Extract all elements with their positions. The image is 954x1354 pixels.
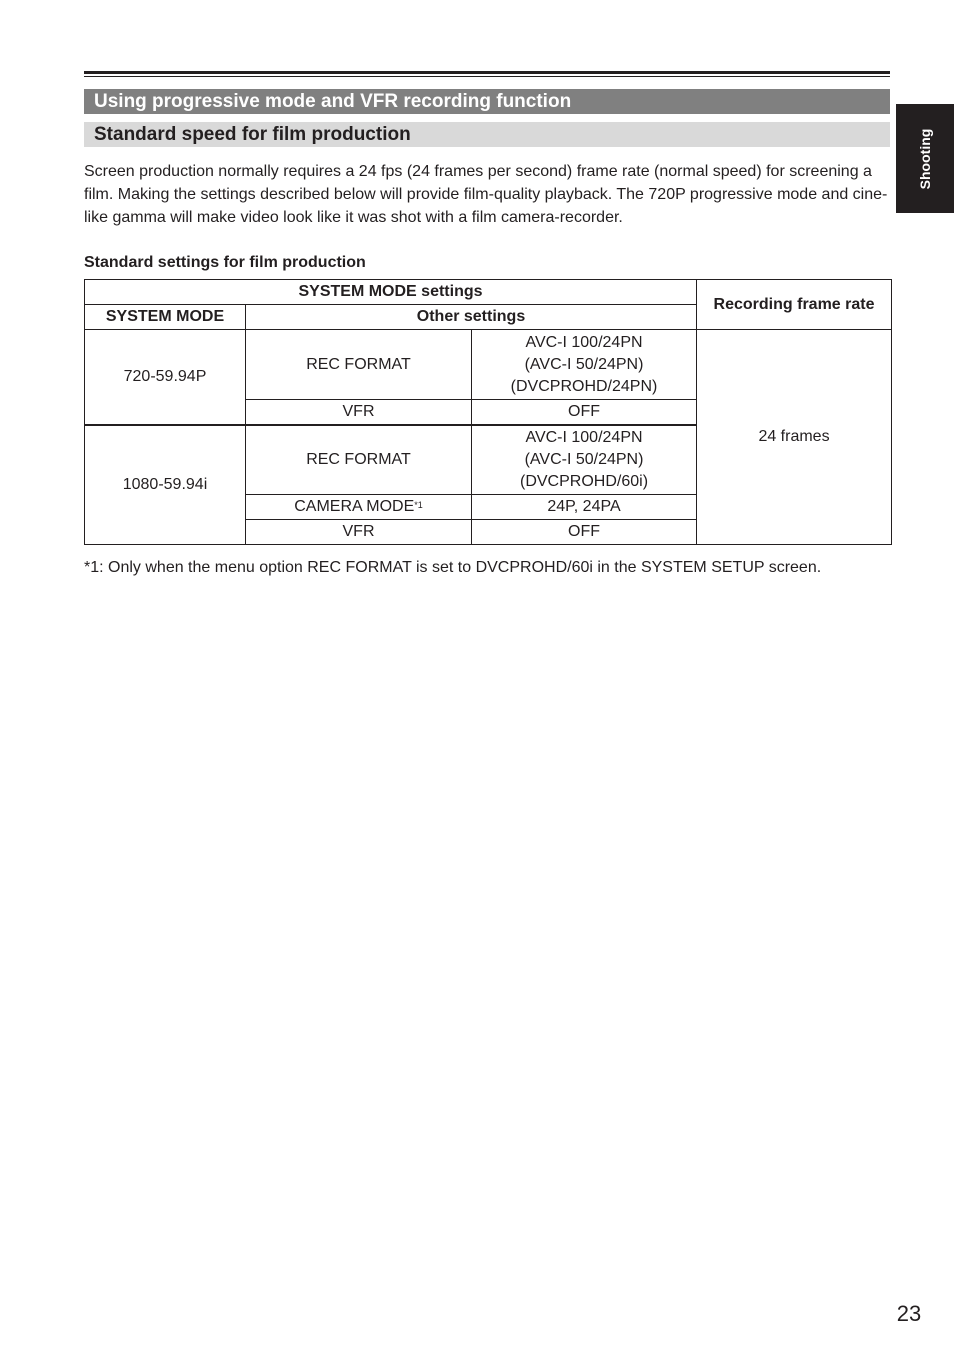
setting-value-cell: 24P, 24PA bbox=[472, 495, 697, 520]
value-line: (DVCPROHD/60i) bbox=[520, 472, 649, 490]
value-line: (DVCPROHD/24PN) bbox=[510, 377, 658, 395]
header-recording-frame-rate: Recording frame rate bbox=[697, 280, 892, 330]
value-line: (AVC-I 50/24PN) bbox=[524, 450, 644, 468]
settings-table bbox=[84, 279, 892, 545]
setting-label-cell: VFR bbox=[246, 400, 472, 425]
value-line: (AVC-I 50/24PN) bbox=[524, 355, 644, 373]
page-number: 23 bbox=[896, 1301, 922, 1326]
setting-label-cell: REC FORMAT bbox=[246, 425, 472, 495]
system-mode-cell: 1080-59.94i bbox=[85, 425, 246, 545]
value-line: AVC-I 100/24PN bbox=[525, 428, 643, 446]
setting-value-cell: OFF bbox=[472, 400, 697, 425]
setting-value-cell bbox=[472, 425, 697, 495]
value-line: AVC-I 100/24PN bbox=[525, 333, 643, 351]
top-rule bbox=[84, 71, 890, 74]
header-system-mode: SYSTEM MODE bbox=[85, 305, 246, 330]
camera-mode-label: CAMERA MODE bbox=[294, 498, 415, 515]
chapter-side-tab-label: Shooting bbox=[917, 128, 933, 190]
table-row bbox=[85, 330, 892, 400]
chapter-side-tab bbox=[896, 104, 954, 213]
top-rule-thin bbox=[84, 76, 890, 77]
footnote: *1: Only when the menu option REC FORMAT is set to DVCPROHD/60i in the SYSTEM SETUP screen. bbox=[84, 559, 822, 576]
setting-label-cell bbox=[246, 495, 472, 520]
setting-label-cell: VFR bbox=[246, 520, 472, 545]
footnote-marker: *1 bbox=[414, 500, 423, 510]
setting-value-cell: OFF bbox=[472, 520, 697, 545]
header-other-settings: Other settings bbox=[246, 305, 697, 330]
subsection-title: Standard speed for film production bbox=[84, 122, 890, 147]
setting-value-cell bbox=[472, 330, 697, 400]
setting-label-cell: REC FORMAT bbox=[246, 330, 472, 400]
intro-paragraph: Screen production normally requires a 24 fps (24 frames per second) frame rate (normal speed) for screening a film. Making the settings described below will provide film-quality playback. The 720P progressive mode and cine-like gamma will make video look like it was shot with a film camera-recorder. bbox=[84, 163, 888, 226]
frame-rate-cell: 24 frames bbox=[697, 330, 892, 545]
section-title: Using progressive mode and VFR recording function bbox=[84, 89, 890, 114]
system-mode-cell: 720-59.94P bbox=[85, 330, 246, 425]
header-system-mode-settings: SYSTEM MODE settings bbox=[85, 280, 697, 305]
table-header-row bbox=[85, 280, 892, 305]
table-caption: Standard settings for film production bbox=[84, 254, 366, 271]
